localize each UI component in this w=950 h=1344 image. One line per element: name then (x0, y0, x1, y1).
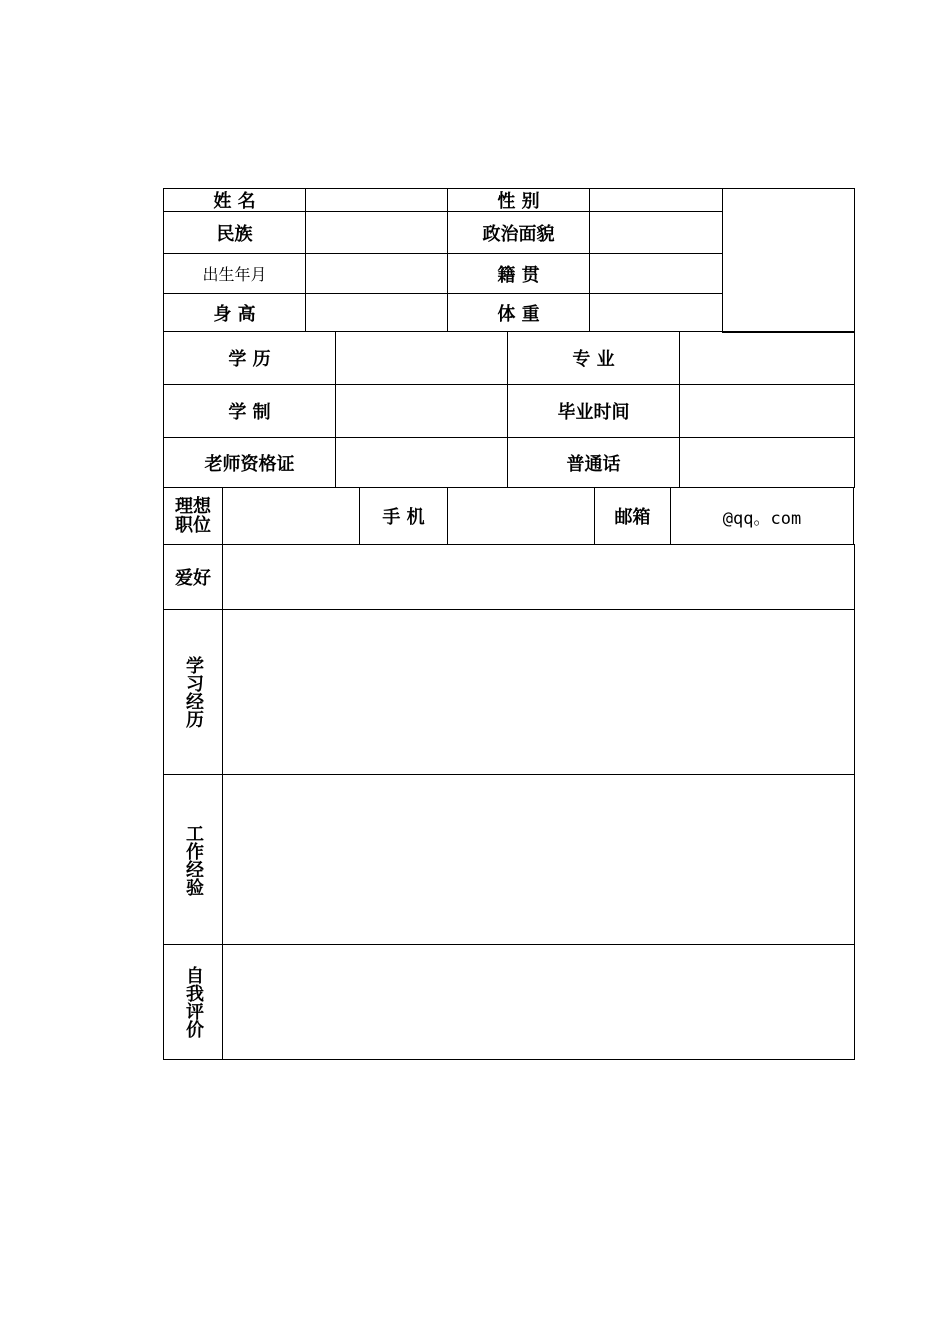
study-experience-label: 学习经历 (183, 656, 204, 728)
row-self-evaluation (163, 945, 855, 1061)
gender-field[interactable] (589, 188, 723, 212)
teacher-certificate-label: 老师资格证 (163, 437, 336, 488)
study-length-label: 学 制 (163, 384, 336, 438)
row-hobbies (163, 545, 855, 611)
gender-label: 性 别 (447, 188, 590, 212)
education-field[interactable] (335, 331, 508, 385)
mandarin-label: 普通话 (507, 437, 680, 488)
weight-label: 体 重 (447, 293, 590, 332)
work-experience-field[interactable] (222, 774, 855, 945)
work-experience-label-cell (163, 774, 223, 945)
height-field[interactable] (305, 293, 448, 332)
photo-cell[interactable] (722, 188, 855, 333)
teacher-certificate-field[interactable] (335, 437, 508, 488)
ethnicity-field[interactable] (305, 211, 448, 254)
self-evaluation-label-cell (163, 944, 223, 1060)
row-work-experience (163, 775, 855, 946)
name-label: 姓 名 (163, 188, 306, 212)
self-evaluation-label: 自我评价 (183, 966, 204, 1038)
height-label: 身 高 (163, 293, 306, 332)
self-evaluation-field[interactable] (222, 944, 855, 1060)
row-position-mobile-email (163, 488, 855, 546)
email-field[interactable] (670, 487, 854, 545)
major-field[interactable] (679, 331, 855, 385)
political-status-label: 政治面貌 (447, 211, 590, 254)
study-experience-field[interactable] (222, 609, 855, 775)
resume-form-table (163, 188, 855, 1061)
birth-date-field[interactable] (305, 253, 448, 294)
ideal-position-field[interactable] (222, 487, 360, 545)
education-label: 学 历 (163, 331, 336, 385)
major-label: 专 业 (507, 331, 680, 385)
mobile-label: 手 机 (359, 487, 448, 545)
row-study-experience (163, 610, 855, 776)
birth-date-label: 出生年月 (163, 253, 306, 294)
email-value: @qq。com (722, 508, 802, 529)
ideal-position-label-line2: 职位 (175, 515, 211, 536)
mobile-field[interactable] (447, 487, 595, 545)
mandarin-field[interactable] (679, 437, 855, 488)
work-experience-label: 工作经验 (183, 823, 204, 896)
row-certificate-mandarin (163, 438, 855, 489)
row-study-length-graduation (163, 385, 855, 439)
hobbies-field[interactable] (222, 544, 855, 610)
ethnicity-label: 民族 (163, 211, 306, 254)
ideal-position-label (163, 487, 223, 545)
study-length-field[interactable] (335, 384, 508, 438)
name-field[interactable] (305, 188, 448, 212)
graduation-time-field[interactable] (679, 384, 855, 438)
ideal-position-label-line1: 理想 (175, 496, 211, 517)
email-label: 邮箱 (594, 487, 671, 545)
native-place-field[interactable] (589, 253, 723, 294)
basic-info-block (163, 188, 855, 333)
study-experience-label-cell (163, 609, 223, 775)
native-place-label: 籍 贯 (447, 253, 590, 294)
row-education-major (163, 332, 855, 386)
political-status-field[interactable] (589, 211, 723, 254)
weight-field[interactable] (589, 293, 723, 332)
graduation-time-label: 毕业时间 (507, 384, 680, 438)
hobbies-label: 爱好 (163, 544, 223, 610)
